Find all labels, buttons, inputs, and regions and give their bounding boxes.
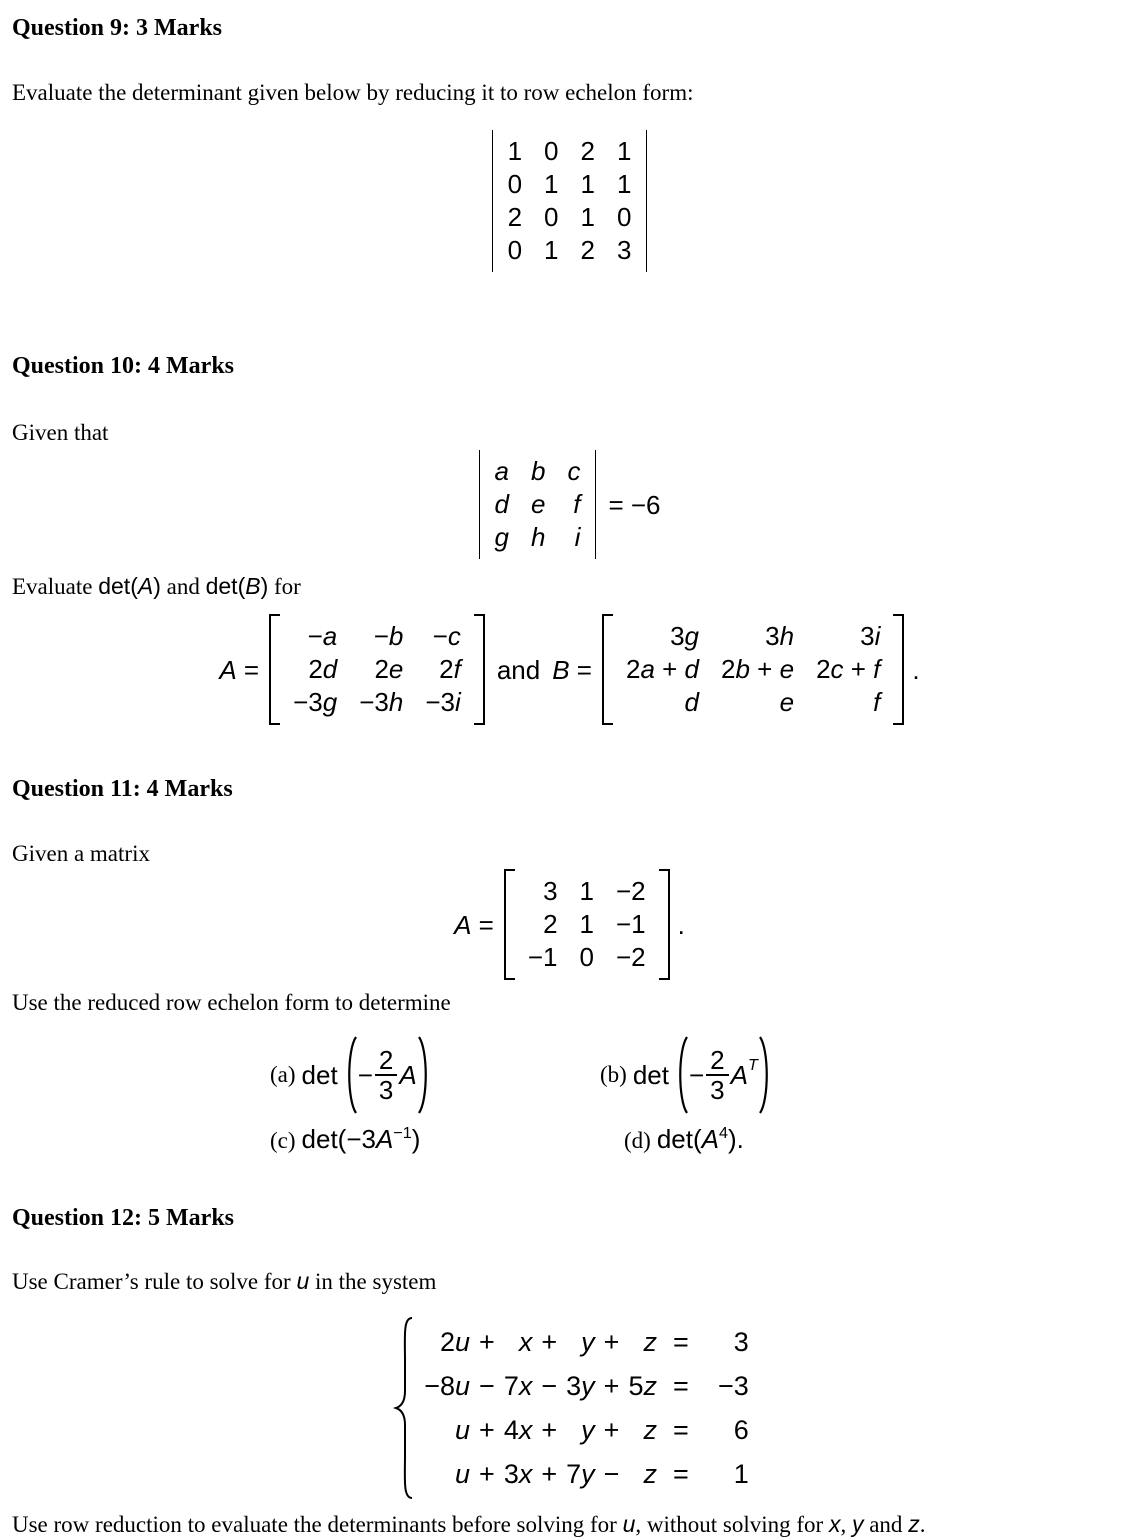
q9-intro: Evaluate the determinant given below by reducing it to row echelon form: (12, 80, 694, 105)
minus-sign: − (688, 1060, 705, 1090)
matrix-cell: + (541, 1415, 558, 1445)
q10-ab-equation (12, 614, 1127, 725)
matrix-cell: 6 (733, 1415, 749, 1445)
q11-matrix-block (12, 869, 1127, 980)
matrix-A-label: A = (454, 909, 494, 940)
q10-given-text: Given that (12, 420, 109, 445)
big-left-paren (674, 1034, 689, 1116)
matrix-cell: x (518, 1327, 533, 1357)
matrix-B-label: B = (552, 654, 592, 685)
text-segment: , (840, 1512, 852, 1537)
q9-determinant-block (12, 130, 1127, 272)
matrix-cell: z (643, 1327, 657, 1357)
matrix-cell: e (530, 489, 546, 519)
trailing-period: . (912, 654, 920, 685)
matrix-cell: −c (432, 621, 461, 651)
matrix-cell: + (541, 1459, 558, 1489)
matrix-cell: + (479, 1415, 495, 1445)
matrix-A-label: A = (219, 654, 260, 685)
fraction-numerator: 2 (378, 1044, 394, 1075)
matrix-cell: − (603, 1459, 620, 1489)
item-c: (c) det(−3A $^{-1}$ ) (270, 1124, 421, 1154)
matrix-cell: 7y (566, 1459, 595, 1489)
item-a (270, 1034, 432, 1116)
matrix-cell: − (541, 1371, 558, 1401)
matrix-cell: + (603, 1327, 620, 1357)
matrix-cell: 3 (733, 1327, 749, 1357)
q10-A-matrix (280, 614, 474, 725)
matrix-cell: 0 (544, 136, 559, 166)
matrix-cell: z (643, 1415, 657, 1445)
matrix-cell: 2u (439, 1327, 471, 1357)
item-b (600, 1034, 773, 1116)
item-a-label: (a) (270, 1062, 296, 1087)
and-word: and (496, 654, 541, 685)
matrix-cell: 4x (503, 1415, 533, 1445)
matrix-cell: + (479, 1459, 495, 1489)
matrix-cell: y (581, 1327, 595, 1357)
q10-eval-line (12, 571, 1127, 602)
matrix-cell: d (494, 489, 509, 519)
matrix-cell: = (672, 1459, 689, 1489)
item-d-label: (d) (624, 1128, 651, 1153)
det-word: det (632, 1060, 669, 1090)
matrix-cell: 2d (308, 654, 338, 684)
matrix-cell: 7x (503, 1371, 533, 1401)
text-segment: Use Cramer’s rule to solve for (12, 1269, 297, 1294)
matrix-cell: u (455, 1415, 471, 1445)
matrix-cell: 1 (544, 235, 559, 265)
document-page (12, 14, 1127, 1540)
var-u-inline: u (622, 1511, 636, 1537)
q12-intro-line (12, 1266, 1127, 1297)
text-segment: Evaluate (12, 574, 99, 599)
matrix-cell: z (643, 1459, 657, 1489)
text-segment: and (160, 574, 206, 599)
item-c-label: (c) (270, 1128, 296, 1153)
q11-items-grid (270, 1034, 1127, 1156)
var-x-inline: x (828, 1511, 841, 1537)
matrix-cell: i (574, 522, 581, 552)
q12-outro-line (12, 1509, 1127, 1540)
q10-abc-matrix (495, 455, 581, 554)
matrix-cell: 1 (579, 876, 594, 906)
close-paren: ). (727, 1124, 744, 1154)
matrix-cell: g (494, 522, 509, 552)
system-brace (390, 1315, 416, 1501)
matrix-cell: c (567, 456, 581, 486)
matrix-cell: 3g (670, 621, 700, 651)
matrix-cell: −a (307, 621, 338, 651)
matrix-cell: = (672, 1415, 689, 1445)
q12-equation-system (12, 1315, 1127, 1501)
matrix-B (602, 614, 904, 725)
big-left-paren (343, 1034, 358, 1116)
left-bracket (269, 614, 280, 725)
matrix-cell: 3h (765, 621, 795, 651)
matrix-cell: 5z (628, 1371, 657, 1401)
right-bracket (659, 869, 670, 980)
matrix-cell: f (873, 687, 881, 717)
det-B-inline: det(B) (205, 573, 269, 599)
item-d: (d) det(A $^4$ ). (624, 1124, 744, 1154)
paren-group: − $\frac{2}{3}$ A $^T$ (674, 1034, 773, 1116)
matrix-cell: f (573, 489, 581, 519)
close-paren: ) (411, 1124, 421, 1154)
text-segment: Use row reduction to evaluate the determinants before solving for (12, 1512, 623, 1537)
matrix-cell: 1 (507, 136, 523, 166)
matrix-cell: 1 (616, 136, 632, 166)
matrix-cell: 3i (860, 621, 881, 651)
right-bracket (474, 614, 485, 725)
fraction (375, 1046, 397, 1104)
left-bracket (504, 869, 515, 980)
matrix-cell: −3 (717, 1371, 749, 1401)
matrix-cell: 2a + d (625, 654, 700, 684)
q10-determinant-block (12, 450, 1127, 559)
trailing-period: . (677, 909, 685, 940)
big-right-paren (417, 1034, 432, 1116)
matrix-cell: h (530, 522, 546, 552)
matrix-cell: 2 (507, 202, 523, 232)
matrix-cell: e (779, 687, 795, 717)
fraction-denominator: 3 (706, 1074, 728, 1104)
det-expression: det(−3A (301, 1124, 394, 1154)
matrix-cell: 0 (507, 235, 523, 265)
matrix-cell: −2 (616, 942, 646, 972)
matrix-cell: −1 (527, 942, 558, 972)
determinant (492, 130, 648, 272)
matrix-cell: + (479, 1327, 495, 1357)
matrix-A (504, 869, 670, 980)
matrix-cell: + (603, 1371, 620, 1401)
matrix-cell: 2 (580, 235, 595, 265)
matrix-cell: 1 (616, 169, 632, 199)
q9-heading: Question 9: 3 Marks (12, 15, 222, 41)
item-b-label: (b) (600, 1062, 627, 1087)
matrix-cell: = (672, 1371, 689, 1401)
fraction (706, 1046, 728, 1104)
matrix-cell: a (494, 456, 509, 486)
q10-heading: Question 10: 4 Marks (12, 353, 234, 379)
matrix-cell: −1 (616, 909, 646, 939)
matrix-cell: 2f (439, 654, 461, 684)
q11-use-text: Use the reduced row echelon form to determine (12, 990, 451, 1015)
q11-A-matrix (515, 869, 659, 980)
matrix-cell: 2 (580, 136, 595, 166)
matrix-cell: 3y (566, 1371, 595, 1401)
matrix-cell: + (603, 1415, 620, 1445)
var-y-inline: y (851, 1511, 864, 1537)
q9-matrix (508, 135, 632, 267)
matrix-arg: A (730, 1060, 748, 1090)
matrix-cell: − (479, 1371, 495, 1401)
q11-heading: Question 11: 4 Marks (12, 776, 233, 802)
matrix-cell: 3 (616, 235, 632, 265)
matrix-cell: −3g (293, 687, 338, 717)
fraction-numerator: 2 (710, 1044, 725, 1075)
paren-group (343, 1034, 432, 1116)
matrix-cell: b (530, 456, 546, 486)
text-segment: and (863, 1512, 909, 1537)
text-segment: for (268, 574, 301, 599)
matrix-cell: 0 (579, 942, 594, 972)
matrix-cell: −3h (359, 687, 404, 717)
matrix-cell: 1 (580, 202, 595, 232)
matrix-cell: −b (373, 621, 404, 651)
q10-B-matrix (613, 614, 893, 725)
right-bracket (893, 614, 904, 725)
matrix-cell: 1 (544, 169, 559, 199)
matrix-cell: u (455, 1459, 471, 1489)
matrix-cell: −8u (424, 1371, 471, 1401)
var-z-inline: z (908, 1511, 920, 1537)
det-expression: det(A (656, 1124, 719, 1154)
text-segment: in the system (309, 1269, 437, 1294)
det-A-inline: det(A) (98, 573, 161, 599)
var-u-inline: u (296, 1268, 310, 1294)
matrix-cell: + (541, 1327, 558, 1357)
matrix-cell: y (581, 1415, 595, 1445)
matrix-cell: 0 (507, 169, 523, 199)
text-segment: . (919, 1512, 926, 1537)
matrix-cell: d (684, 687, 700, 717)
matrix-cell: 3 (543, 876, 558, 906)
matrix-cell: 0 (616, 202, 632, 232)
q11-given-text: Given a matrix (12, 841, 150, 866)
matrix-cell: −3i (425, 687, 461, 717)
minus-sign: − (357, 1060, 373, 1090)
matrix-cell: 2b + e (721, 654, 795, 684)
matrix-cell: 2c + f (816, 654, 881, 684)
left-bracket (602, 614, 613, 725)
matrix-cell: 2 (543, 909, 558, 939)
matrix-cell: 1 (733, 1459, 749, 1489)
q12-heading: Question 12: 5 Marks (12, 1205, 234, 1231)
fraction-denominator: 3 (375, 1074, 397, 1104)
matrix-cell: 2e (374, 654, 404, 684)
big-right-paren (758, 1034, 773, 1116)
text-segment: , without solving for (635, 1512, 829, 1537)
matrix-cell: 0 (544, 202, 559, 232)
determinant-value: = −6 (608, 489, 661, 520)
matrix-cell: 3x (503, 1459, 533, 1489)
matrix-cell: = (672, 1327, 689, 1357)
matrix-A (269, 614, 485, 725)
matrix-cell: 1 (579, 909, 594, 939)
determinant (479, 450, 597, 559)
matrix-arg: A (399, 1060, 417, 1090)
det-word: det (301, 1060, 338, 1090)
matrix-cell: −2 (616, 876, 646, 906)
equations-grid (424, 1320, 749, 1496)
matrix-cell: 1 (580, 169, 595, 199)
